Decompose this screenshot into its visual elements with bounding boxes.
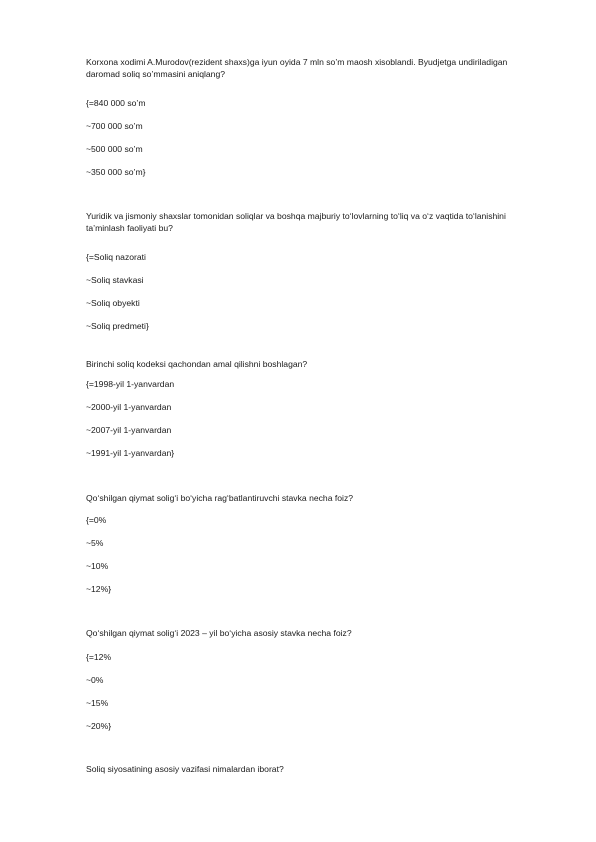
answer-option: ~350 000 so’m}	[86, 167, 146, 177]
answer-option: {=12%	[86, 652, 112, 662]
answer-option: ~Soliq obyekti	[86, 298, 140, 308]
answer-option: ~2007-yil 1-yanvardan	[86, 425, 172, 435]
question-text: Birinchi soliq kodeksi qachondan amal qilishni boshlagan?	[86, 359, 308, 369]
answer-option: ~0%	[86, 675, 104, 685]
question-text: Soliq siyosatining asosiy vazifasi nimalardan iborat?	[86, 764, 284, 774]
answer-option: ~Soliq predmeti}	[86, 321, 149, 331]
answer-option: ~15%	[86, 698, 109, 708]
answer-option: ~700 000 so’m	[86, 121, 143, 131]
answer-option: {=1998-yil 1-yanvardan	[86, 379, 175, 389]
answer-option: {=0%	[86, 515, 107, 525]
answer-option: ~12%}	[86, 584, 112, 594]
question-text: Yuridik va jismoniy shaxslar tomonidan soliqlar va boshqa majburiy to‘lovlarning to‘liq va o‘z vaqtida to‘lanishini ta’minlash faoliyati bu?	[86, 211, 506, 233]
question-text: Qo‘shilgan qiymat solig‘i bo‘yicha rag‘batlantiruvchi stavka necha foiz?	[86, 493, 354, 503]
answer-option: ~Soliq stavkasi	[86, 275, 144, 285]
answer-option: ~1991-yil 1-yanvardan}	[86, 448, 175, 458]
answer-option: ~500 000 so’m	[86, 144, 143, 154]
answer-option: ~2000-yil 1-yanvardan	[86, 402, 172, 412]
answer-option: ~10%	[86, 561, 109, 571]
question-text: Qo‘shilgan qiymat solig‘i 2023 – yil bo‘yicha asosiy stavka necha foiz?	[86, 628, 352, 638]
answer-option: {=Soliq nazorati	[86, 252, 146, 262]
answer-option: {=840 000 so’m	[86, 98, 146, 108]
answer-option: ~20%}	[86, 721, 112, 731]
question-text: Korxona xodimi A.Murodov(rezident shaxs)ga iyun oyida 7 mln so’m maosh xisoblandi. Byudjetga undiriladigan daromad soliq so’mmasini aniqlang?	[86, 57, 508, 79]
answer-option: ~5%	[86, 538, 104, 548]
